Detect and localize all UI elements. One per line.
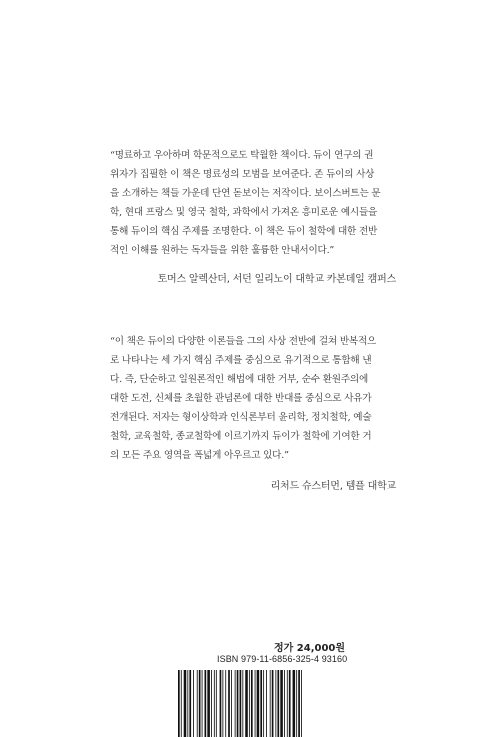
barcode [178, 670, 318, 737]
quote-line: 위자가 집필한 이 책은 명료성의 모범을 보여준다. 존 듀이의 사상 [110, 169, 375, 180]
price-label: 정가 24,000원 [274, 643, 346, 654]
barcode-bar [245, 670, 248, 737]
quote-line: 전개된다. 저자는 형이상학과 인식론부터 윤리학, 정치철학, 예술 [110, 412, 372, 423]
isbn-number: ISBN 979-11-6856-325-4 93160 [217, 654, 348, 664]
barcode-bar [260, 670, 262, 737]
review-quote-2 [110, 332, 396, 465]
review-attribution-1: 토머스 알렉산더, 서던 일리노이 대학교 카본데일 캠퍼스 [157, 274, 396, 285]
quote-line: 로 나타나는 세 가지 핵심 주제를 중심으로 유기적으로 통합해 낸 [110, 355, 372, 366]
barcode-bar [187, 670, 188, 737]
barcode-bar [298, 670, 300, 737]
barcode-bar [207, 670, 210, 737]
barcode-bar [216, 670, 217, 737]
barcode-bar [189, 670, 191, 737]
barcode-bar [225, 670, 226, 737]
barcode-bar [202, 670, 203, 737]
barcode-bar [270, 670, 271, 737]
barcode-bar [249, 670, 250, 737]
barcode-bar [257, 670, 260, 737]
quote-line: 적인 이해를 원하는 독자들을 위한 훌륭한 안내서이다.” [110, 245, 335, 256]
barcode-bar [193, 670, 194, 737]
barcode-bar [184, 670, 187, 737]
barcode-bar [178, 670, 180, 737]
barcode-bar [255, 670, 256, 737]
barcode-bar [240, 670, 242, 737]
barcode-bar [277, 670, 279, 737]
barcode-bar [199, 670, 201, 737]
quote-line: 대한 도전, 신체를 초월한 관념론에 대한 반대를 중심으로 사유가 [110, 393, 372, 404]
barcode-bar [242, 670, 243, 737]
barcode-bar [263, 670, 264, 737]
quote-line: 철학, 교육철학, 종교철학에 이르기까지 듀이가 철학에 기여한 거 [110, 431, 372, 442]
barcode-bar [275, 670, 276, 737]
barcode-bar [235, 670, 236, 737]
barcode-bar [205, 670, 207, 737]
quote-line: “이 책은 듀이의 다양한 이론들을 그의 사상 전반에 걸쳐 반복적으 [110, 336, 377, 347]
barcode-bar [181, 670, 182, 737]
barcode-bar [231, 670, 232, 737]
barcode-bar [284, 670, 285, 737]
barcode-bar [293, 670, 296, 737]
barcode-bar [251, 670, 253, 737]
quote-line: 의 모든 주요 영역을 폭넓게 아우르고 있다.” [110, 450, 289, 461]
barcode-bar [220, 670, 222, 737]
barcode-bar [287, 670, 288, 737]
barcode-bar [214, 670, 215, 737]
quote-line: 통해 듀이의 핵심 주제를 조명한다. 이 책은 듀이 철학에 대한 전반 [110, 226, 378, 237]
review-quote-1 [110, 146, 396, 260]
barcode-bar [289, 670, 291, 737]
barcode-bar [272, 670, 274, 737]
barcode-bar [228, 670, 230, 737]
quote-line: 다. 즉, 단순하고 일원론적인 해법에 대한 거부, 순수 환원주의에 [110, 374, 369, 385]
quote-line: 학, 현대 프랑스 및 영국 철학, 과학에서 가져온 흥미로운 예시들을 [110, 207, 378, 218]
barcode-bar [237, 670, 239, 737]
quote-line: 을 소개하는 책들 가운데 단연 돋보이는 저작이다. 보이스버트는 문 [110, 188, 381, 199]
quote-line: “명료하고 우아하며 학문적으로도 탁월한 책이다. 듀이 연구의 권 [110, 150, 374, 161]
barcode-bar [280, 670, 283, 737]
barcode-bar [266, 670, 267, 737]
barcode-bar [197, 670, 198, 737]
barcode-bar [296, 670, 297, 737]
barcode-bar [301, 670, 302, 737]
barcode-graphic [178, 670, 318, 737]
barcode-bar [211, 670, 212, 737]
barcode-bar [222, 670, 223, 737]
review-attribution-2: 리처드 슈스터먼, 템플 대학교 [270, 481, 396, 492]
